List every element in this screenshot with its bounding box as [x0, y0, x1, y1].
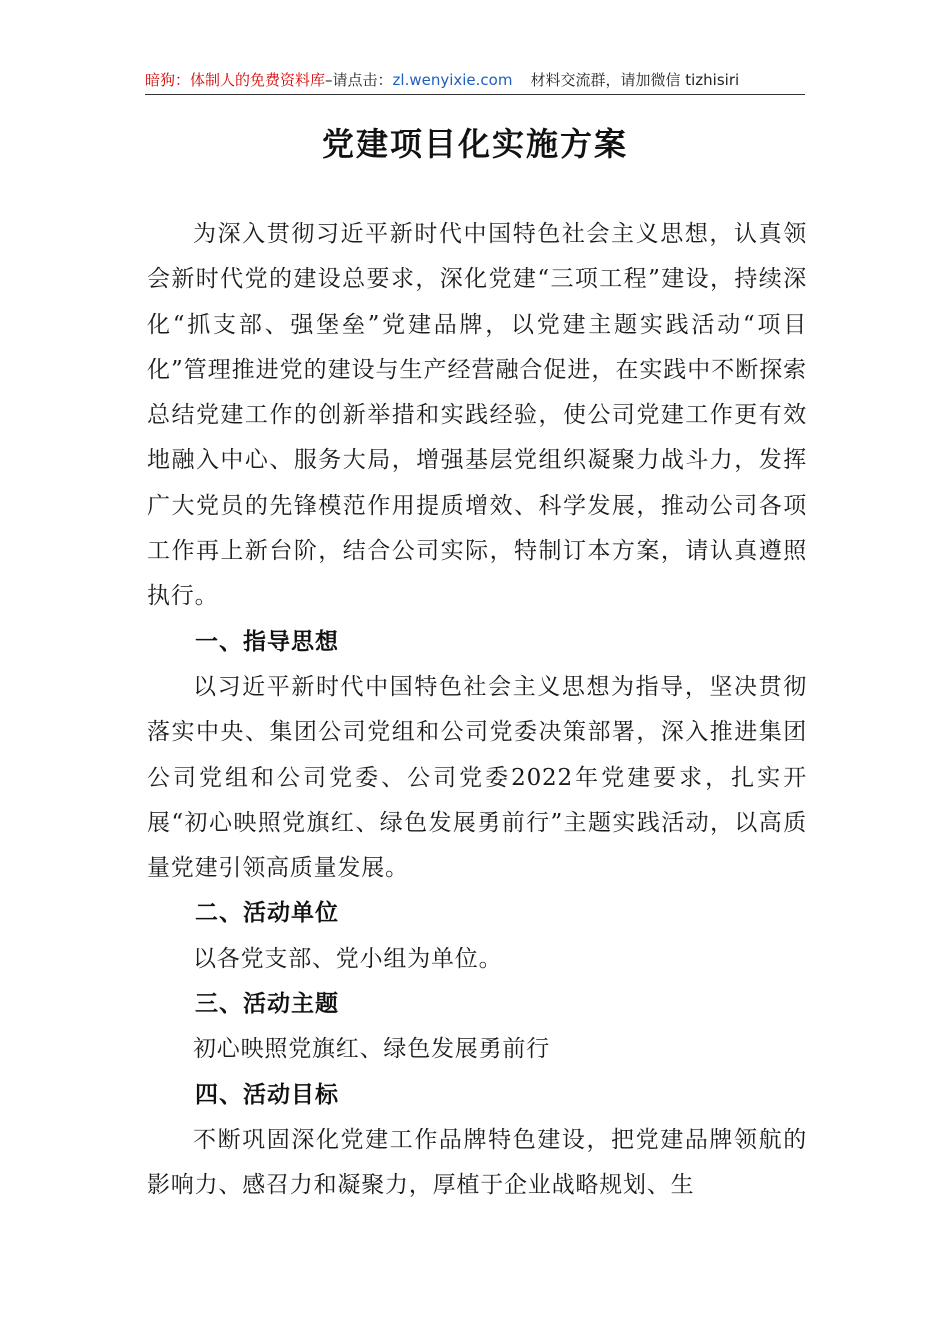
header-prompt: –请点击： [325, 71, 393, 89]
header-contact: 材料交流群，请加微信 tizhisiri [530, 71, 740, 89]
section-heading-activity-goal: 四、活动目标 [195, 1081, 339, 1108]
document-title: 党建项目化实施方案 [321, 125, 628, 163]
section-body-activity-theme: 初心映照党旗红、绿色发展勇前行 [193, 1036, 550, 1063]
intro-paragraph: 为深入贯彻习近平新时代中国特色社会主义思想，认真领会新时代党的建设总要求，深化党建“三项工程”建设，持续深化“抓支部、强堡垒”党建品牌，以党建主题实践活动“项目化”管理推进党的建设与生产经营融合促进，在实践中不断探索总结党建工作的创新举措和实践经验，使公司党建工作更有效地融入中心、服务大局，增强基层党组织凝聚力战斗力，发挥广大党员的先锋模范作用提质增效、科学发展，推动公司各项工作再上新台阶，结合公司实际，特制订本方案，请认真遵照执行。 [147, 221, 807, 610]
section-body-activity-goal: 不断巩固深化党建工作品牌特色建设，把党建品牌领航的影响力、感召力和凝聚力，厚植于企业战略规划、生 [147, 1126, 807, 1199]
section-heading-guiding-ideology: 一、指导思想 [195, 628, 339, 655]
header-url-link[interactable]: zl.wenyixie.com [392, 71, 513, 89]
header-brand: 暗狗：体制人的免费资料库 [145, 71, 326, 89]
document-body [147, 212, 807, 1209]
section-body-guiding-ideology: 以习近平新时代中国特色社会主义思想为指导，坚决贯彻落实中央、集团公司党组和公司党委决策部署，深入推进集团公司党组和公司党委、公司党委2022年党建要求，扎实开展“初心映照党旗红、绿色发展勇前行”主题实践活动，以高质量党建引领高质量发展。 [147, 673, 807, 882]
section-body-activity-unit: 以各党支部、党小组为单位。 [193, 945, 503, 972]
section-heading-activity-theme: 三、活动主题 [195, 991, 339, 1018]
section-heading-activity-unit: 二、活动单位 [195, 900, 339, 927]
page-header [145, 68, 805, 95]
